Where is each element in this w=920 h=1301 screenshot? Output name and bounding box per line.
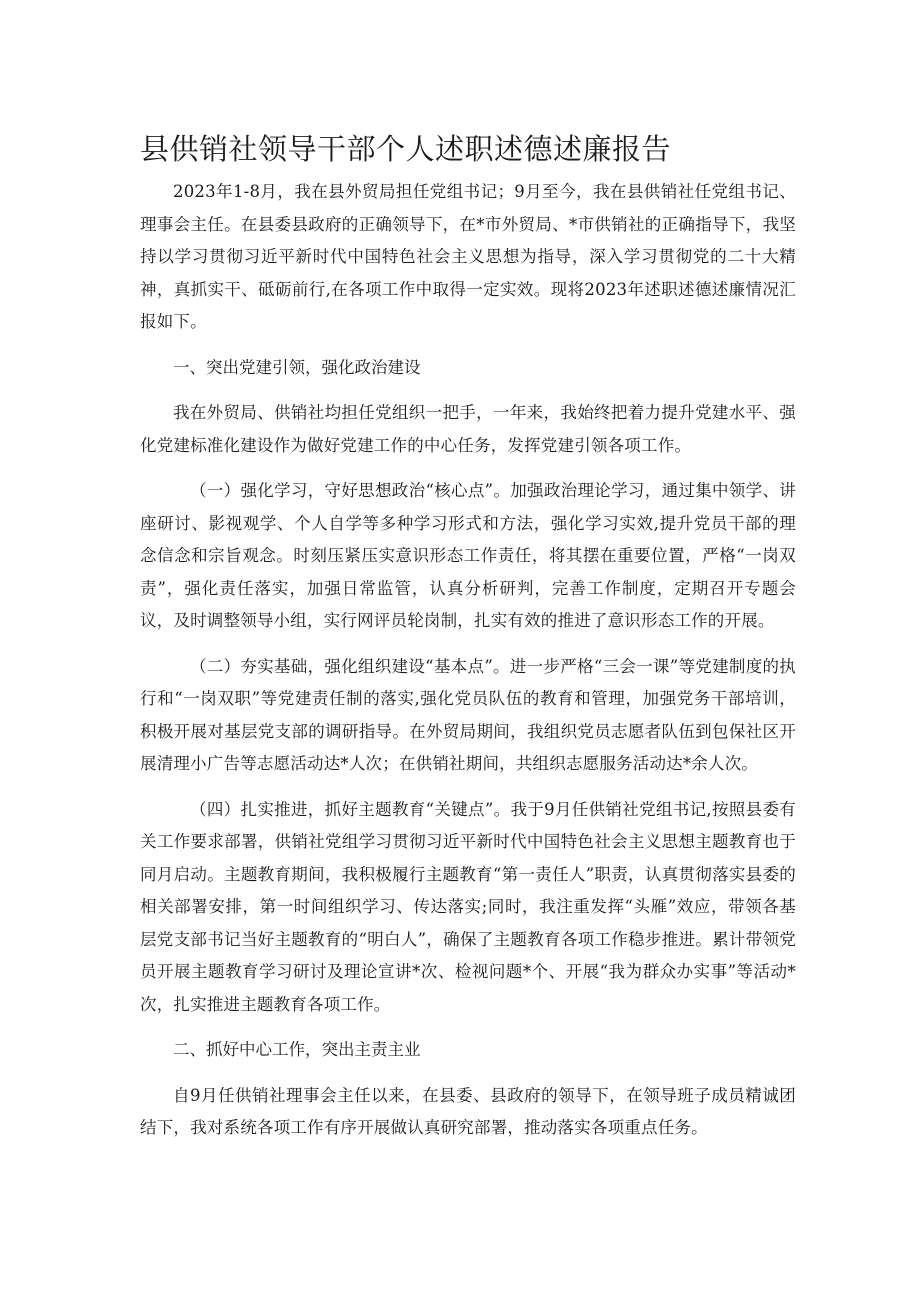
paragraph-section-1-intro: 我在外贸局、供销社均担任党组织一把手，一年来，我始终把着力提升党建水平、强化党建标准化建设作为做好党建工作的中心任务，发挥党建引领各项工作。 — [140, 403, 796, 455]
section-heading-2: 二、抓好中心工作，突出主责主业 — [173, 1040, 421, 1059]
paragraph-intro: 2023年1-8月，我在县外贸局担任党组书记；9月至今，我在县供销社任党组书记、理事会主任。在县委县政府的正确领导下，在*市外贸局、*市供销社的正确指导下，我坚持以学习贯彻习近平新时代中国特色社会主义思想为指导，深入学习贯彻党的二十大精神，真抓实干、砥砺前行,在各项工作中取得一定实效。现将2023年述职述德述廉情况汇报如下。 — [140, 182, 796, 331]
paragraph-subsection-1: （一）强化学习，守好思想政治“核心点”。加强政治理论学习，通过集中领学、讲座研讨、影视观学、个人自学等多种学习形式和方法，强化学习实效,提升党员干部的理念信念和宗旨观念。时刻压紧压实意识形态工作责任，将其摆在重要位置，严格“一岗双责”，强化责任落实，加强日常监管，认真分析研判，完善工作制度，定期召开专题会议，及时调整领导小组，实行网评员轮岗制，扎实有效的推进了意识形态工作的开展。 — [140, 481, 796, 630]
paragraph-section-2-intro: 自9月任供销社理事会主任以来，在县委、县政府的领导下，在领导班子成员精诚团结下，我对系统各项工作有序开展做认真研究部署，推动落实各项重点任务。 — [140, 1085, 796, 1137]
section-heading-1: 一、突出党建引领，强化政治建设 — [173, 357, 421, 377]
paragraph-subsection-2: （二）夯实基础，强化组织建设“基本点”。进一步严格“三会一课”等党建制度的执行和“一岗双职”等党建责任制的落实,强化党员队伍的教育和管理，加强党务干部培训，积极开展对基层党支部的调研指导。在外贸局期间，我组织党员志愿者队伍到包保社区开展清理小广告等志愿活动达*人次；在供销社期间，共组织志愿服务活动达*余人次。 — [140, 656, 796, 773]
paragraph-subsection-4: （四）扎实推进，抓好主题教育“关键点”。我于9月任供销社党组书记,按照县委有关工作要求部署，供销社党组学习贯彻习近平新时代中国特色社会主义思想主题教育也于同月启动。主题教育期间，我积极履行主题教育“第一责任人”职责，认真贯彻落实县委的相关部署安排，第一时间组织学习、传达落实;同时，我注重发挥“头雁”效应，带领各基层党支部书记当好主题教育的“明白人”，确保了主题教育各项工作稳步推进。累计带领党员开展主题教育学习研讨及理论宣讲*次、检视问题*个、开展“我为群众办实事”等活动*次，扎实推进主题教育各项工作。 — [140, 799, 796, 1014]
document-title: 县供销社领导干部个人述职述德述廉报告 — [140, 132, 672, 166]
document-body — [140, 176, 796, 1158]
